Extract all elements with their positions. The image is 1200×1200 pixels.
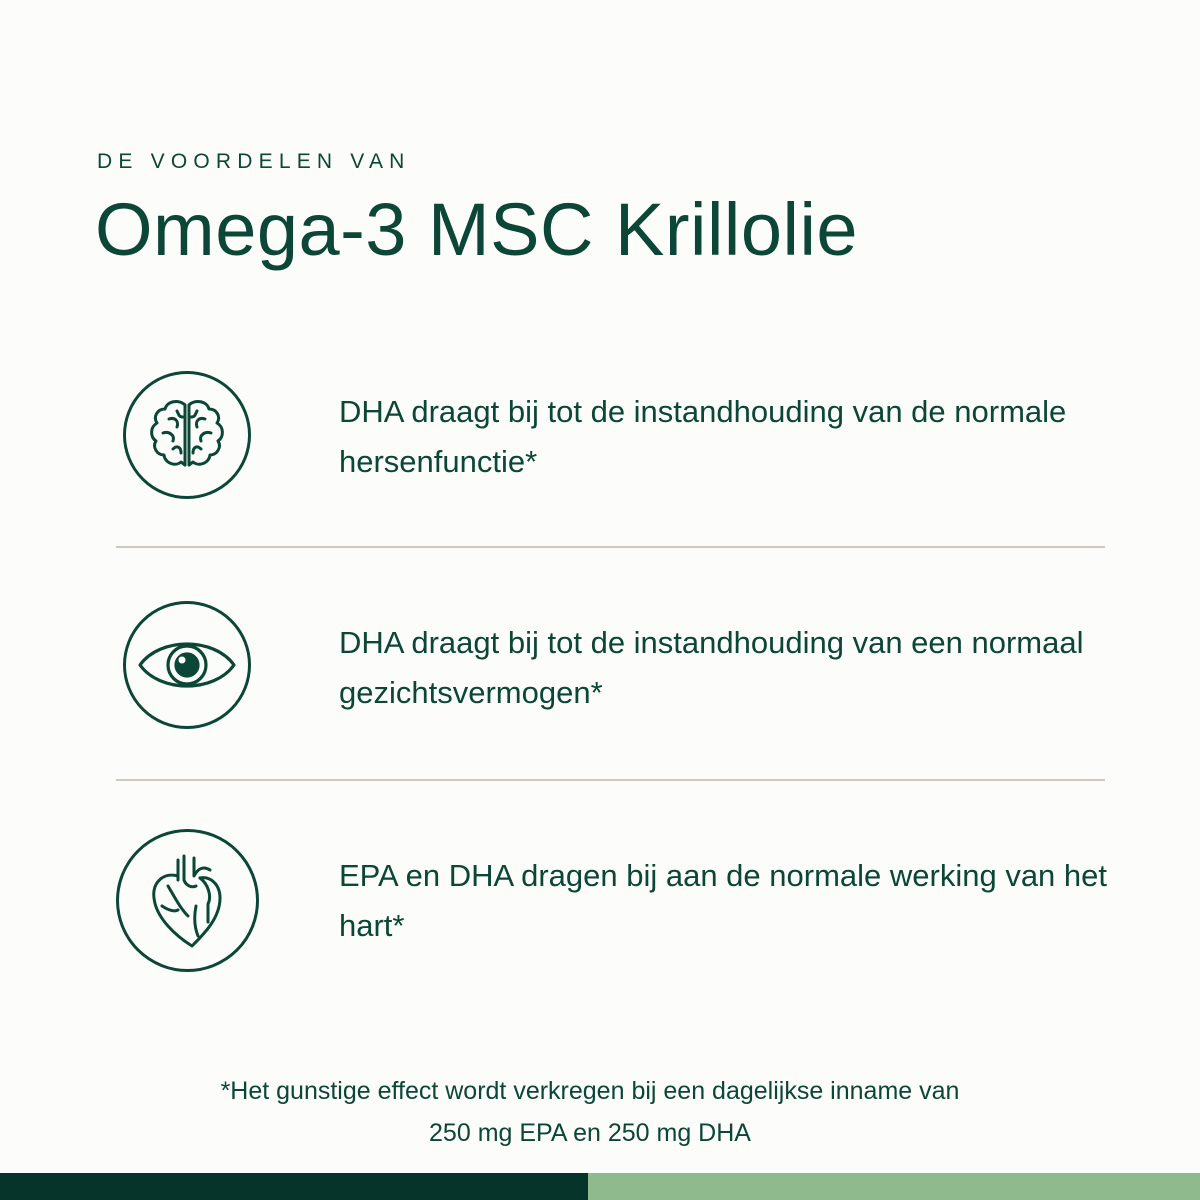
divider (116, 546, 1105, 548)
page-title: Omega-3 MSC Krillolie (95, 188, 859, 271)
footnote-line-2: 250 mg EPA en 250 mg DHA (429, 1119, 751, 1147)
footnote-line-1: *Het gunstige effect wordt verkregen bij een dagelijkse inname van (220, 1077, 960, 1105)
footnote (0, 1070, 1180, 1154)
footer-bar-dark (0, 1173, 588, 1200)
eye-icon (123, 601, 251, 729)
benefit-text-eye: DHA draagt bij tot de instandhouding van een normaal gezichtsvermogen* (339, 625, 1084, 710)
heart-icon (116, 829, 259, 972)
benefit-text-brain: DHA draagt bij tot de instandhouding van de normale hersenfunctie* (339, 394, 1067, 479)
divider (116, 779, 1105, 781)
eyebrow-heading: DE VOORDELEN VAN (97, 150, 411, 173)
footer-bar-light (588, 1173, 1200, 1200)
benefit-text-heart: EPA en DHA dragen bij aan de normale werking van het hart* (339, 858, 1108, 943)
brain-icon (123, 371, 251, 499)
